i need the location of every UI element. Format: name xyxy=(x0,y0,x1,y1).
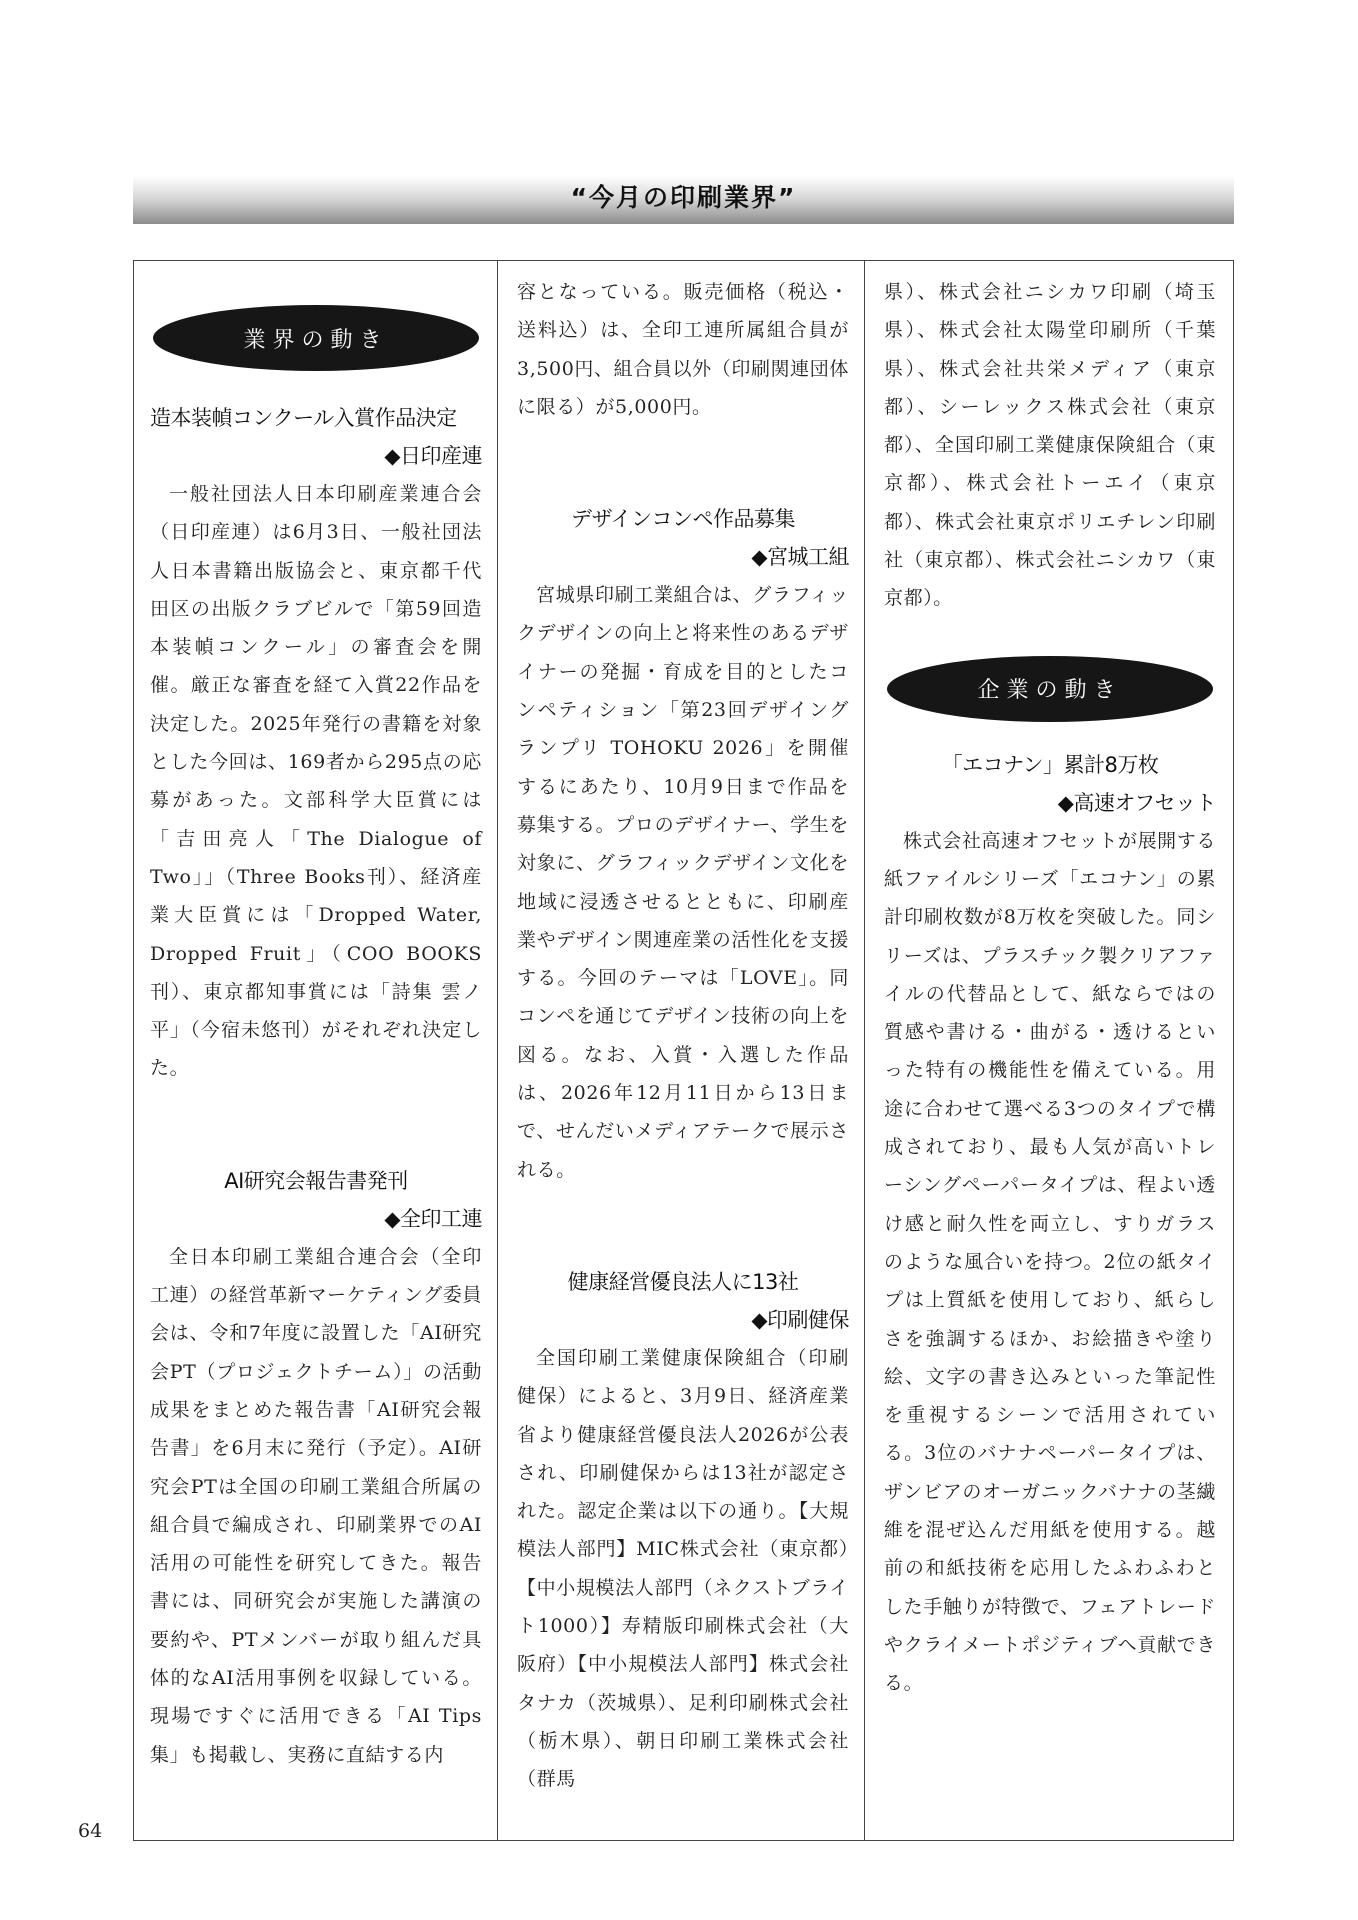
article-source: ◆高速オフセット xyxy=(1057,790,1216,815)
article-title: デザインコンペ作品募集 xyxy=(570,507,796,532)
column-divider xyxy=(497,261,498,1840)
header-bar xyxy=(133,176,1234,224)
article-body: 株式会社高速オフセットが展開する紙ファイルシリーズ「エコナン」の累計印刷枚数が8万枚を突破した。同シリーズは、プラスチック製クリアファイルの代替品として、紙ならではの質感や書ける・曲がる・透けるといった特有の機能性を備えている。用途に合わせて選べる3つのタイプで構成されており、最も人気が高いトレーシングペーパータイプは、程よい透け感と耐久性を両立し、すりガラスのような風合いを持つ。2位の紙タイプは上質紙を使用しており、紙らしさを強調するほか、お絵描きや塗り絵、文字の書き込みといった筆記性を重視するシーンで活用されている。3位のバナナペーパータイプは、ザンビアのオーガニックバナナの茎繊維を混ぜ込んだ用紙を使用する。越前の和紙技術を応用したふわふわとした手触りが特徴で、フェアトレードやクライメートポジティブへ貢献できる。 xyxy=(884,829,1216,1695)
article-source: ◆日印産連 xyxy=(384,444,482,468)
article-body-continued: 県）、株式会社ニシカワ印刷（埼玉県）、株式会社太陽堂印刷所（千葉県）、株式会社共栄メディア（東京都）、シーレックス株式会社（東京都）、全国印刷工業健康保険組合（東京都）、株式会社トーエイ（東京都）、株式会社東京ポリエチレン印刷社（東京都）、株式会社ニシカワ（東京都）。 xyxy=(884,281,1216,610)
article-body: 全国印刷工業健康保険組合（印刷健保）によると、3月9日、経済産業省より健康経営優良法人2026が公表され、印刷健保からは13社が認定された。認定企業は以下の通り。【大規模法人部門】MIC株式会社（東京都）【中小規模法人部門（ネクストブライト1000）】寿精版印刷株式会社（大阪府）【中小規模法人部門】株式会社タナカ（茨城県）、足利印刷株式会社（栃木県）、朝日印刷工業株式会社（群馬 xyxy=(517,1346,849,1791)
article-body: 宮城県印刷工業組合は、グラフィックデザインの向上と将来性のあるデザイナーの発掘・育成を目的としたコンペティション「第23回デザイングランプリ TOHOKU 2026」を開催するにあたり、10月9日まで作品を募集する。プロのデザイナー、学生を対象に、グラフィックデザイン文化を地域に浸透させるとともに、印刷産業やデザイン関連産業の活性化を支援する。今回のテーマは「LOVE」。同コンペを通じてデザイン技術の向上を図る。なお、入賞・入選した作品は、2026年12月11日から13日まで、せんだいメディアテークで展示される。 xyxy=(517,584,849,1181)
article-source: ◆印刷健保 xyxy=(751,1307,849,1332)
article-gap xyxy=(517,426,849,500)
section-header-company: 企業の動き xyxy=(887,656,1213,722)
article-title: AI研究会報告書発刊 xyxy=(224,1168,408,1193)
article-body: 全日本印刷工業組合連合会（全印工連）の経営革新マーケティング委員会は、令和7年度に設置した「AI研究会PT（プロジェクトチーム）」の活動成果をまとめた報告書「AI研究会報告書」を6月末に発行（予定）。AI研究会PTは全国の印刷工業組合所属の組合員で編成され、印刷業界でのAI活用の可能性を研究してきた。報告書には、同研究会が実施した講演の要約や、PTメンバーが取り組んだ具体的なAI活用事例を収録している。現場ですぐに活用できる「AI Tips集」も掲載し、実務に直結する内 xyxy=(150,1245,482,1766)
section-header-industry: 業界の動き xyxy=(153,305,479,371)
article-title: 「エコナン」累計8万枚 xyxy=(941,752,1159,777)
article-title: 造本装幀コンクール入賞作品決定 xyxy=(150,406,457,430)
section-header-wrap xyxy=(150,273,482,399)
article-gap xyxy=(517,1189,849,1263)
article-body-continued: 容となっている。販売価格（税込・送料込）は、全印工連所属組合員が3,500円、組合員以外（印刷関連団体に限る）が5,000円。 xyxy=(517,281,849,418)
column-2 xyxy=(517,273,849,1799)
article-source: ◆全印工連 xyxy=(384,1206,482,1231)
article-title: 健康経営優良法人に13社 xyxy=(567,1269,799,1294)
section-header-wrap xyxy=(884,618,1216,746)
column-1 xyxy=(150,273,482,1774)
page-number: 64 xyxy=(78,1820,103,1842)
column-3 xyxy=(884,273,1216,1703)
page-header-title: “今月の印刷業界” xyxy=(570,183,797,212)
column-divider xyxy=(864,261,865,1840)
article-gap xyxy=(150,1088,482,1162)
article-body: 一般社団法人日本印刷産業連合会（日印産連）は6月3日、一般社団法人日本書籍出版協会と、東京都千代田区の出版クラブビルで「第59回造本装幀コンクール」の審査会を開催。厳正な審査を経て入賞22作品を決定した。2025年発行の書籍を対象とした今回は、169者から295点の応募があった。文部科学大臣賞には「吉田亮人「The Dialogue of Two」」（Three Books刊）、経済産業大臣賞には「Dropped Water, Dropped Fruit」（COO BOOKS刊）、東京都知事賞には「詩集 雲ノ平」（今宿未悠刊）がそれぞれ決定した。 xyxy=(150,483,482,1080)
article-source: ◆宮城工組 xyxy=(751,545,849,570)
content-frame xyxy=(133,260,1234,1841)
